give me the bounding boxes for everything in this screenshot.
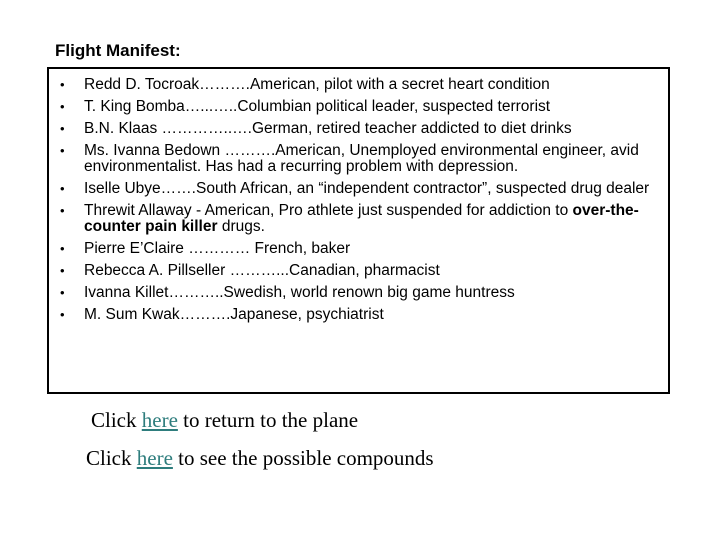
bullet: • [60, 263, 65, 278]
page-title: Flight Manifest: [55, 41, 181, 60]
list-item [57, 307, 657, 323]
manifest-entry: Threwit Allaway - American, Pro athlete just suspended for addiction to [84, 202, 573, 219]
manifest-entry-suffix: drugs. [217, 218, 265, 235]
manifest-list [57, 77, 657, 329]
possible-compounds-line [86, 446, 434, 471]
list-item [57, 203, 657, 235]
return-line-suffix: to return to the plane [177, 408, 359, 432]
list-item [57, 181, 657, 197]
bullet: • [60, 241, 65, 256]
manifest-entry-bold: over-the-counter pain killer [84, 202, 639, 235]
return-line-prefix: Click [91, 408, 142, 432]
manifest-entry: Pierre E’Claire ………… French, baker [84, 240, 351, 257]
list-item [57, 263, 657, 279]
manifest-entry: T. King Bomba…...…..Columbian political leader, suspected terrorist [84, 98, 551, 115]
manifest-entry: Iselle Ubye…….South African, an “independent contractor”, suspected drug dealer [84, 180, 650, 197]
bullet: • [60, 77, 65, 92]
list-item [57, 121, 657, 137]
manifest-entry: Rebecca A. Pillseller ………...Canadian, pharmacist [84, 262, 440, 279]
list-item [57, 241, 657, 257]
list-item [57, 99, 657, 115]
list-item [57, 143, 657, 175]
list-item [57, 77, 657, 93]
return-to-plane-line [91, 408, 358, 433]
manifest-box [47, 67, 670, 394]
manifest-entry: Ivanna Killet………..Swedish, world renown big game huntress [84, 284, 515, 301]
bullet: • [60, 143, 65, 158]
bullet: • [60, 121, 65, 136]
list-item [57, 285, 657, 301]
bullet: • [60, 307, 65, 322]
compounds-line-prefix: Click [86, 446, 137, 470]
return-to-plane-link[interactable]: here [141, 408, 178, 432]
manifest-entry: Redd D. Tocroak……….American, pilot with a secret heart condition [84, 76, 550, 93]
bullet: • [60, 181, 65, 196]
possible-compounds-link[interactable]: here [136, 446, 173, 470]
bullet: • [60, 99, 65, 114]
manifest-entry: B.N. Klaas …………..….German, retired teacher addicted to diet drinks [84, 120, 572, 137]
bullet: • [60, 203, 65, 218]
compounds-line-suffix: to see the possible compounds [172, 446, 434, 470]
manifest-entry: Ms. Ivanna Bedown ……….American, Unemployed environmental engineer, avid environmentalist. Has had a recurring problem with depression. [84, 142, 639, 175]
manifest-entry: M. Sum Kwak……….Japanese, psychiatrist [84, 306, 384, 323]
bullet: • [60, 285, 65, 300]
